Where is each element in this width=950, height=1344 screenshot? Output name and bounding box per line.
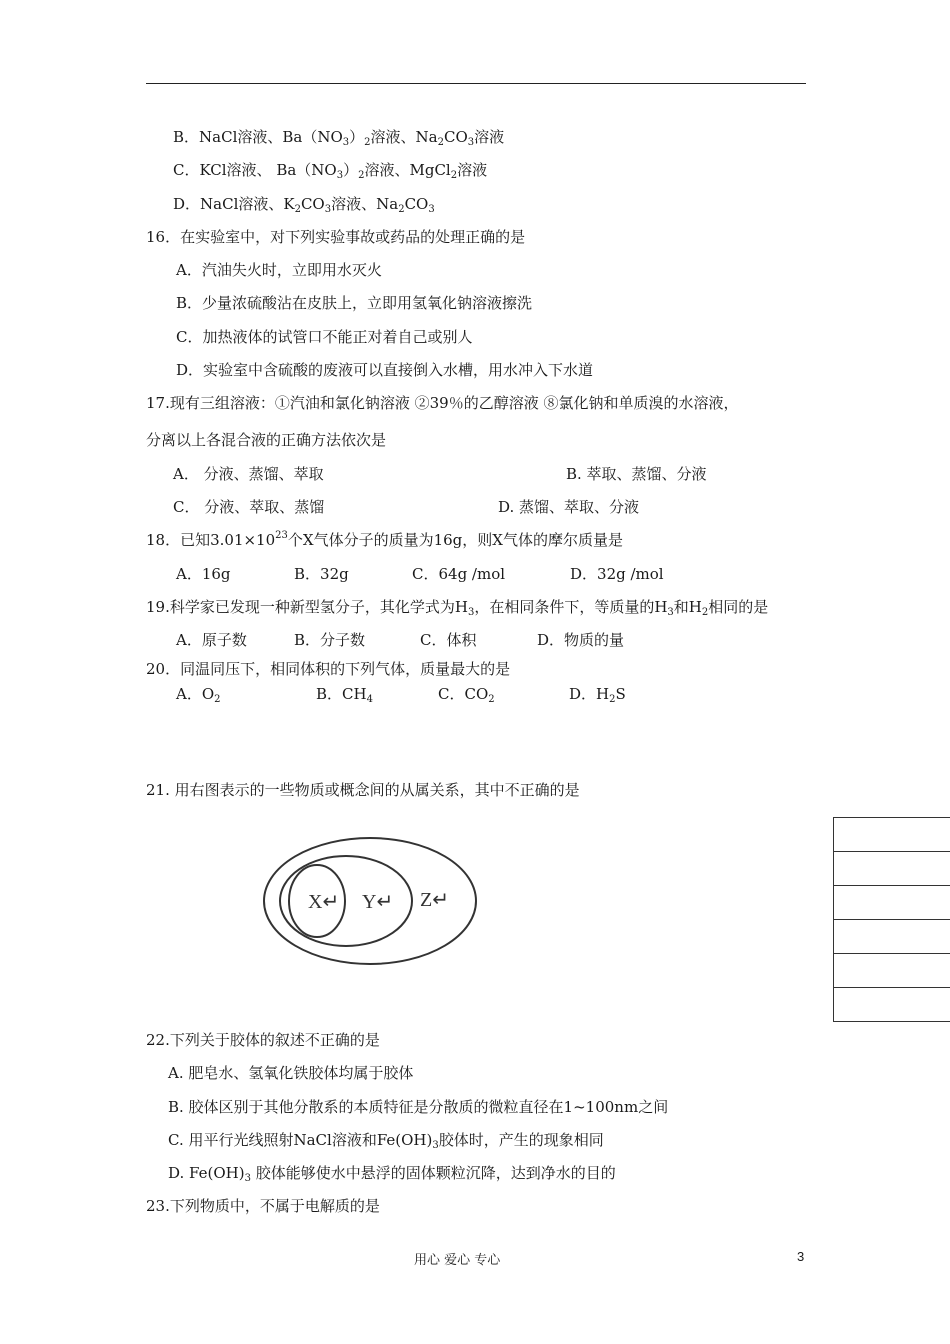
table-row: [834, 818, 950, 852]
answer-table: [833, 817, 950, 1022]
q16-stem: 16．在实验室中，对下列实验事故或药品的处理正确的是: [146, 228, 526, 246]
nested-sets-diagram: [262, 836, 482, 970]
q16-option-d: D．实验室中含硫酸的废液可以直接倒入水槽，用水冲入下水道: [176, 361, 594, 379]
q19-option-c: C．体积: [420, 631, 477, 649]
q19-option-d: D．物质的量: [537, 631, 625, 649]
table-row: [834, 988, 950, 1022]
q17-option-d: D. 蒸馏、萃取、分液: [498, 498, 640, 516]
q18-stem: 18．已知$3.01\times 10^{23}$个X气体分子的质量为16g，则X气体的摩尔质量是: [146, 530, 623, 549]
q19-option-b: B．分子数: [294, 631, 366, 649]
q23-stem: 23.下列物质中，不属于电解质的是: [146, 1197, 380, 1215]
table-row: [834, 920, 950, 954]
table-row: [834, 852, 950, 886]
q20-option-a: A．$O_2$: [176, 685, 221, 705]
page-footer: 用心 爱心 专心: [414, 1253, 501, 1268]
label-x: X↵: [308, 891, 340, 913]
q22-option-b: B. 胶体区别于其他分散系的本质特征是分散质的微粒直径在1~100nm之间: [168, 1098, 669, 1116]
q17-stem: 17.现有三组溶液：①汽油和氯化钠溶液 ②39％的乙醇溶液 ⑧氯化钠和单质溴的水溶液，: [146, 394, 739, 412]
q17-option-c: C． 分液、萃取、蒸馏: [173, 498, 325, 516]
q18-option-c: C．64g /mol: [412, 565, 506, 583]
q22-option-d: D. $Fe(OH)_3$ 胶体能够使水中悬浮的固体颗粒沉降，达到净水的目的: [168, 1164, 616, 1184]
header-rule: [146, 83, 806, 84]
q19-option-a: A．原子数: [176, 631, 247, 649]
q15-option-b: B．NaCl溶液、$Ba(NO_3)_2$溶液、$Na_2CO_3$溶液: [173, 128, 505, 148]
q18-option-a: A．16g: [176, 565, 231, 583]
table-row: [834, 954, 950, 988]
q20-option-b: B．$CH_4$: [316, 685, 373, 705]
label-z: Z↵: [420, 889, 449, 911]
q19-stem: 19.科学家已发现一种新型氢分子，其化学式为$H_3$，在相同条件下，等质量的$H_3$和$H_2$相同的是: [146, 598, 769, 618]
q22-option-c: C. 用平行光线照射NaCl溶液和$Fe(OH)_3$胶体时，产生的现象相同: [168, 1131, 604, 1151]
table-row: [834, 886, 950, 920]
q22-stem: 22.下列关于胶体的叙述不正确的是: [146, 1031, 380, 1049]
q16-option-a: A．汽油失火时，立即用水灭火: [176, 261, 382, 279]
q20-stem: 20．同温同压下，相同体积的下列气体，质量最大的是: [146, 660, 511, 678]
q17-option-b: B. 萃取、蒸馏、分液: [566, 465, 707, 483]
q21-stem: 21. 用右图表示的一些物质或概念间的从属关系，其中不正确的是: [146, 781, 580, 799]
q20-option-d: D．$H_2S$: [569, 685, 626, 705]
q16-option-c: C．加热液体的试管口不能正对着自己或别人: [176, 328, 473, 346]
q17-stem-line2: 分离以上各混合液的正确方法依次是: [146, 431, 387, 449]
q17-option-a: A． 分液、蒸馏、萃取: [173, 465, 324, 483]
page-number: 3: [797, 1249, 805, 1264]
q22-option-a: A. 肥皂水、氢氧化铁胶体均属于胶体: [168, 1064, 414, 1082]
q16-option-b: B．少量浓硫酸沾在皮肤上，立即用氢氧化钠溶液擦洗: [176, 294, 533, 312]
q20-option-c: C．$CO_2$: [438, 685, 495, 705]
label-y: Y↵: [362, 891, 394, 913]
q15-option-c: C．KCl溶液、 $Ba(NO_3)_2$溶液、MgCl$_2$溶液: [173, 161, 488, 181]
q18-option-b: B．32g: [294, 565, 349, 583]
q15-option-d: D．NaCl溶液、$K_2CO_3$溶液、$Na_2CO_3$: [173, 195, 435, 215]
q18-option-d: D．32g /mol: [570, 565, 664, 583]
